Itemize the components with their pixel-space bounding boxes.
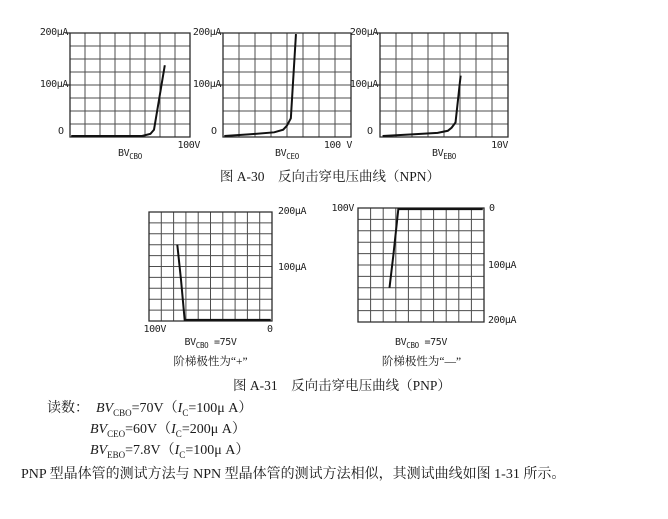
- npn-ceo-ylabel-100ua: 100μA: [192, 79, 221, 90]
- pnp-plus-xlabel-100v: 100V: [143, 324, 166, 335]
- reading-current: =200μ A）: [181, 422, 246, 437]
- npn-bvcbo-plot: [70, 33, 190, 137]
- reading-line-bvcbo: [47, 400, 252, 422]
- bv-symbol: BV: [96, 401, 114, 416]
- bv-suffix: =75V: [208, 337, 237, 348]
- bv-symbol: BV: [90, 443, 108, 458]
- bv-subscript: CBO: [113, 407, 132, 418]
- pnp-plus-ylabel-200ua: 200μA: [278, 206, 307, 217]
- figure-a31-caption: 图 A-31 反向击穿电压曲线（PNP）: [233, 378, 451, 393]
- reading-value: =7.8V（: [125, 443, 175, 458]
- reading-current: =100μ A）: [185, 443, 250, 458]
- current-symbol: I: [177, 401, 183, 416]
- readings-label: 读数：: [47, 401, 89, 416]
- pnp-minus-zero-label: 0: [489, 203, 495, 214]
- bv-subscript: CEO: [107, 428, 126, 439]
- npn-ebo-axis-title: [380, 148, 508, 163]
- npn-bvceo-plot: [223, 33, 351, 137]
- pnp-plus-zero-label: 0: [267, 324, 273, 335]
- figure-a30-caption: 图 A-30 反向击穿电压曲线（NPN）: [219, 169, 441, 184]
- npn-bvebo-plot: [380, 33, 508, 137]
- npn-cbo-ylabel-100ua: 100μA: [39, 79, 68, 90]
- body-paragraph: PNP 型晶体管的测试方法与 NPN 型晶体管的测试方法相似，其测试曲线如图 1-31 所示。: [21, 467, 566, 482]
- npn-ebo-ylabel-100ua: 100μA: [349, 79, 378, 90]
- bv-subscript: CEO: [286, 152, 299, 161]
- pnp-bvcbo-minus-plot: [358, 208, 484, 322]
- bv-suffix: =75V: [418, 337, 447, 348]
- npn-cbo-ylabel-200ua: 200μA: [39, 27, 68, 38]
- pnp-plus-axis-title: [149, 337, 272, 352]
- npn-ebo-origin-label: O: [367, 126, 373, 137]
- bv-subscript: EBO: [443, 152, 456, 161]
- npn-ceo-ylabel-200ua: 200μA: [192, 27, 221, 38]
- reading-value: =70V（: [131, 401, 178, 416]
- bv-symbol: BV: [394, 337, 407, 348]
- reading-line-bvceo: [90, 421, 246, 443]
- bv-subscript: EBO: [107, 449, 126, 460]
- npn-ceo-axis-title: [223, 148, 351, 163]
- current-subscript: C: [182, 407, 189, 418]
- npn-cbo-axis-title: [70, 148, 190, 163]
- reading-value: =60V（: [125, 422, 172, 437]
- pnp-minus-axis-title: [358, 337, 484, 352]
- bv-symbol: BV: [118, 148, 130, 159]
- current-symbol: I: [171, 422, 176, 437]
- npn-ebo-ylabel-200ua: 200μA: [349, 27, 378, 38]
- npn-ebo-xlabel-10v: 10V: [491, 140, 508, 151]
- current-symbol: I: [174, 443, 180, 458]
- bv-symbol: BV: [90, 422, 108, 437]
- npn-cbo-xlabel-100v: 100V: [177, 140, 200, 151]
- pnp-minus-polarity-note: 阶梯极性为“—”: [381, 356, 462, 368]
- pnp-plus-ylabel-100ua: 100μA: [278, 262, 307, 273]
- reading-current: =100μ A）: [188, 401, 253, 416]
- npn-ceo-xlabel-100v: 100 V: [323, 140, 352, 151]
- current-subscript: C: [179, 449, 186, 460]
- pnp-bvcbo-plus-plot: [149, 212, 272, 321]
- pnp-minus-ylabel-200ua: 200μA: [488, 315, 517, 326]
- pnp-minus-ylabel-100ua: 100μA: [488, 260, 517, 271]
- bv-subscript: CBO: [406, 341, 419, 350]
- bv-symbol: BV: [275, 148, 287, 159]
- npn-cbo-origin-label: O: [58, 126, 64, 137]
- bv-symbol: BV: [432, 148, 444, 159]
- bv-subscript: CBO: [195, 341, 209, 350]
- bv-symbol: BV: [184, 337, 196, 348]
- pnp-minus-xlabel-100v: 100V: [331, 203, 354, 214]
- current-subscript: C: [175, 428, 182, 439]
- reading-line-bvebo: [90, 442, 249, 464]
- pnp-plus-polarity-note: 阶梯极性为“+”: [173, 356, 248, 368]
- npn-ceo-origin-label: O: [211, 126, 217, 137]
- bv-subscript: CBO: [129, 152, 142, 161]
